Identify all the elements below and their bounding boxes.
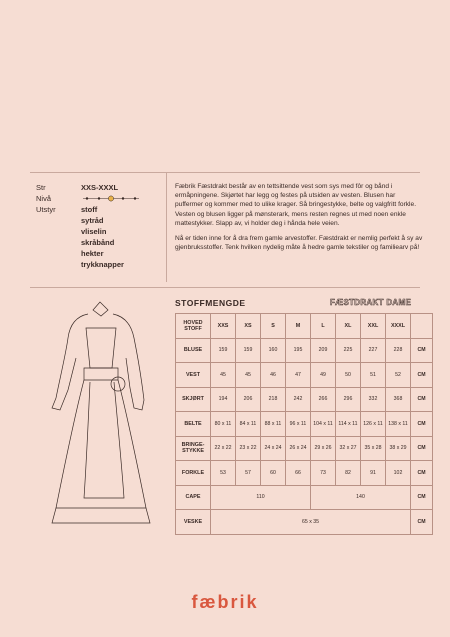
unit-cell: CM (411, 510, 433, 535)
equipment-item: sytråd (81, 216, 104, 225)
equipment-item: skråbånd (81, 238, 115, 247)
table-cell: 52 (386, 363, 411, 388)
row-label: VESKE (176, 510, 211, 535)
row-label: FORKLE (176, 461, 211, 486)
table-cell: 228 (386, 338, 411, 363)
table-cell: 138 x 11 (386, 412, 411, 437)
table-cell: 114 x 11 (336, 412, 361, 437)
table-cell: 88 x 11 (261, 412, 286, 437)
table-row (176, 338, 433, 363)
table-subtitle: FÆSTDRAKT DAME (330, 298, 412, 307)
table-cell: 206 (236, 387, 261, 412)
vertical-divider (166, 172, 167, 282)
table-cell: 102 (386, 461, 411, 486)
level-dot (86, 197, 88, 199)
level-dot (98, 197, 100, 199)
table-cell: 242 (286, 387, 311, 412)
unit-cell: CM (411, 363, 433, 388)
table-cell: 45 (211, 363, 236, 388)
size-header: M (286, 314, 311, 339)
row-label: SKJØRT (176, 387, 211, 412)
table-cell: 110 (211, 485, 311, 510)
table-row (176, 363, 433, 388)
table-cell: 50 (336, 363, 361, 388)
unit-cell: CM (411, 436, 433, 461)
brand-logo: fæbrik (191, 592, 259, 612)
unit-cell: CM (411, 338, 433, 363)
table-cell: 29 x 26 (311, 436, 336, 461)
table-cell: 160 (261, 338, 286, 363)
size-header: XXS (211, 314, 236, 339)
table-cell: 104 x 11 (311, 412, 336, 437)
table-cell: 60 (261, 461, 286, 486)
row-label: BLUSE (176, 338, 211, 363)
table-cell: 266 (311, 387, 336, 412)
table-cell: 46 (261, 363, 286, 388)
table-row (176, 485, 433, 510)
table-cell: 57 (236, 461, 261, 486)
table-cell: 159 (211, 338, 236, 363)
table-cell: 22 x 22 (211, 436, 236, 461)
table-cell: 209 (311, 338, 336, 363)
table-cell: 140 (311, 485, 411, 510)
intro-paragraph: Nå er tiden inne for å dra frem gamle arvestoffer. Fæstdrakt er nemlig perfekt å sy av gjenbruksstoffer. Tenk hvilken nydelig måte å hedre gamle tekstiler og familiearv på! (175, 235, 423, 252)
intro-text (175, 182, 425, 258)
table-cell: 91 (361, 461, 386, 486)
equipment-list (81, 204, 124, 270)
table-cell: 225 (336, 338, 361, 363)
size-header: L (311, 314, 336, 339)
spec-block (36, 182, 141, 270)
size-header: XL (336, 314, 361, 339)
table-cell: 45 (236, 363, 261, 388)
intro-paragraph: Fæbrik Fæstdrakt består av en tettsittende vest som sys med fôr og bånd i ermåpningene. Skjørtet har legg og festes på utsiden av vesten. Blusen har puffermer og kommer med to ulike krager. Så bringestykke, belte og valgfritt forkle. Vesten og blusen ligger på mønsterark, mens resten regnes ut med noen enkle mattestykker. Slapp av, vi holder deg i hånda hele veien. (175, 183, 417, 227)
level-dot (122, 197, 124, 199)
table-cell: 332 (361, 387, 386, 412)
table-row (176, 461, 433, 486)
table-cell: 35 x 28 (361, 436, 386, 461)
table-cell: 126 x 11 (361, 412, 386, 437)
unit-cell: CM (411, 485, 433, 510)
table-cell: 84 x 11 (236, 412, 261, 437)
table-cell: 73 (311, 461, 336, 486)
top-divider (30, 172, 420, 173)
table-cell: 296 (336, 387, 361, 412)
size-header: XXXL (386, 314, 411, 339)
table-cell: 80 x 11 (211, 412, 236, 437)
size-header: S (261, 314, 286, 339)
table-row (176, 412, 433, 437)
fabric-table (175, 313, 433, 535)
table-cell: 194 (211, 387, 236, 412)
size-header: XXL (361, 314, 386, 339)
table-header-row (176, 314, 433, 339)
table-cell: 23 x 22 (236, 436, 261, 461)
unit-cell: CM (411, 412, 433, 437)
size-label: Str (36, 183, 46, 192)
corner-cell: HOVED STOFF (176, 314, 211, 339)
table-cell: 47 (286, 363, 311, 388)
table-row (176, 510, 433, 535)
size-header: XS (236, 314, 261, 339)
table-cell: 26 x 24 (286, 436, 311, 461)
table-cell: 96 x 11 (286, 412, 311, 437)
table-cell: 53 (211, 461, 236, 486)
table-cell: 195 (286, 338, 311, 363)
unit-header (411, 314, 433, 339)
table-cell: 24 x 24 (261, 436, 286, 461)
table-cell: 51 (361, 363, 386, 388)
table-title: STOFFMENGDE (175, 298, 246, 308)
table-cell: 218 (261, 387, 286, 412)
level-dot (134, 197, 136, 199)
row-label: CAPE (176, 485, 211, 510)
table-cell: 82 (336, 461, 361, 486)
equipment-item: vliselin (81, 227, 107, 236)
level-indicator (81, 193, 141, 204)
row-label: BRINGE- STYKKE (176, 436, 211, 461)
table-cell: 368 (386, 387, 411, 412)
unit-cell: CM (411, 387, 433, 412)
table-cell: 227 (361, 338, 386, 363)
size-value: XXS-XXXL (81, 183, 119, 192)
table-cell: 66 (286, 461, 311, 486)
table-cell: 32 x 27 (336, 436, 361, 461)
unit-cell: CM (411, 461, 433, 486)
table-cell: 49 (311, 363, 336, 388)
equipment-item: hekter (81, 249, 104, 258)
table-cell: 38 x 29 (386, 436, 411, 461)
level-marker (108, 196, 113, 201)
equipment-item: trykknapper (81, 260, 124, 269)
mid-divider (30, 287, 420, 288)
table-row (176, 387, 433, 412)
table-row (176, 436, 433, 461)
row-label: BELTE (176, 412, 211, 437)
table-cell: 65 x 35 (211, 510, 411, 535)
dress-illustration (38, 298, 163, 538)
level-label: Nivå (36, 194, 52, 203)
equipment-label: Utstyr (36, 205, 56, 214)
table-cell: 159 (236, 338, 261, 363)
equipment-item: stoff (81, 205, 98, 214)
row-label: VEST (176, 363, 211, 388)
